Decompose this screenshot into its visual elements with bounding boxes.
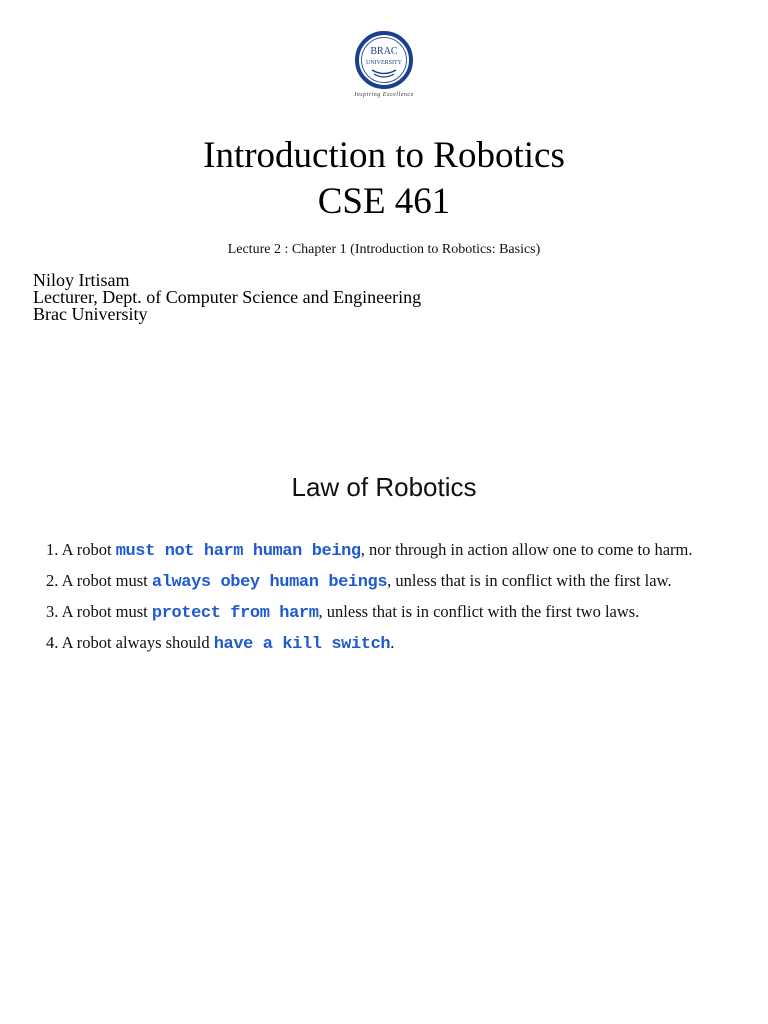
law-prefix: 1. A robot	[46, 540, 116, 559]
brac-university-logo-icon	[339, 30, 429, 92]
author-institution: Brac University	[33, 304, 148, 324]
law-highlight: protect from harm	[151, 604, 319, 623]
law-suffix: .	[390, 633, 395, 652]
author-name: Niloy Irtisam	[33, 270, 130, 290]
law-item-3	[46, 600, 726, 626]
brac-university-logo	[339, 30, 429, 104]
logo-line-1: BRAC	[370, 46, 398, 57]
law-suffix: , nor through in action allow one to come to harm.	[360, 540, 693, 559]
law-highlight: have a kill switch	[213, 635, 391, 654]
law-item-2	[46, 569, 726, 595]
page-title-line-1: Introduction to Robotics	[203, 135, 565, 176]
laws-list	[46, 538, 726, 662]
law-highlight: must not harm human being	[115, 542, 361, 561]
logo-line-2: UNIVERSITY	[366, 60, 402, 66]
law-highlight: always obey human beings	[151, 573, 388, 592]
law-prefix: 4. A robot always should	[46, 633, 214, 652]
page-title-line-2: CSE 461	[317, 181, 451, 222]
law-prefix: 3. A robot must	[46, 602, 152, 621]
logo-tagline: Inspiring Excellence	[354, 92, 414, 98]
author-position: Lecturer, Dept. of Computer Science and Engineering	[33, 287, 422, 307]
law-item-1	[46, 538, 726, 564]
law-suffix: , unless that is in conflict with the first law.	[387, 571, 672, 590]
section-title: Law of Robotics	[291, 472, 477, 502]
law-prefix: 2. A robot must	[46, 571, 152, 590]
law-suffix: , unless that is in conflict with the first two laws.	[318, 602, 640, 621]
lecture-subtitle: Lecture 2 : Chapter 1 (Introduction to Robotics: Basics)	[227, 242, 541, 257]
law-item-4	[46, 631, 726, 657]
author-block	[33, 272, 421, 323]
